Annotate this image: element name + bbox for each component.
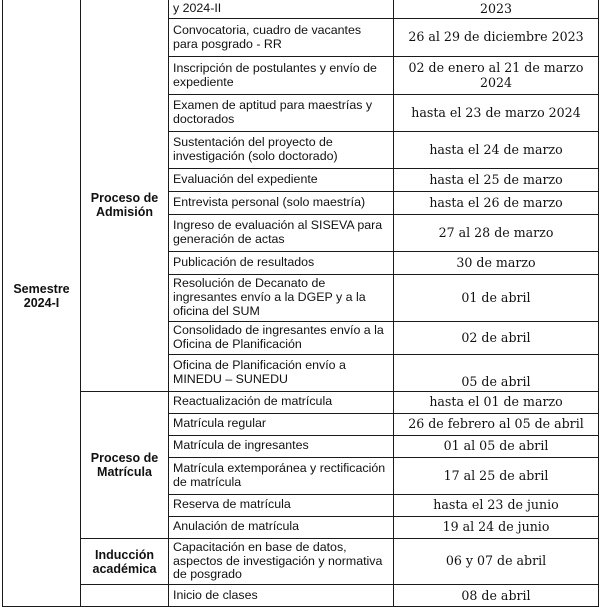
date-cell: 17 al 25 de abril [394,457,599,494]
date-cell: 01 al 05 de abril [394,435,599,457]
date-cell: 05 de abril [394,354,599,391]
activity-cell: Inscripción de postulantes y envío de expediente [169,57,394,95]
table-row [3,585,599,607]
activity-cell: Resolución de Decanato de ingresantes envío a la DGEP y a la oficina del SUM [169,275,394,322]
date-cell: 26 de febrero al 05 de abril [394,413,599,435]
group-cell-bottom [81,585,169,607]
date-cell: 06 y 07 de abril [394,538,599,585]
date-cell: hasta el 23 de marzo 2024 [394,95,599,132]
table-row [3,0,599,19]
activity-cell: Matrícula extemporánea y rectificación de matrícula [169,457,394,494]
group-induccion: Inducción académica [81,538,169,585]
date-cell: hasta el 01 de marzo [394,391,599,413]
activity-cell: Publicación de resultados [169,252,394,275]
activity-cell: Evaluación del expediente [169,169,394,192]
group-matricula: Proceso de Matrícula [81,391,169,538]
semester-label: Semestre 2024-I [3,0,81,607]
date-cell: 19 al 24 de junio [394,516,599,538]
date-cell: hasta el 26 de marzo [394,192,599,215]
activity-cell: Convocatoria, cuadro de vacantes para posgrado - RR [169,19,394,57]
academic-calendar-table [2,0,599,607]
activity-cell: Oficina de Planificación envío a MINEDU – SUNEDU [169,354,394,391]
date-cell: 27 al 28 de marzo [394,215,599,252]
date-cell: 08 de abril [394,585,599,607]
date-cell: hasta el 23 de junio [394,494,599,516]
activity-cell: Entrevista personal (solo maestría) [169,192,394,215]
activity-cell: Examen de aptitud para maestrías y doctorados [169,95,394,132]
activity-cell: Matrícula regular [169,413,394,435]
date-cell: 26 al 29 de diciembre 2023 [394,19,599,57]
activity-cell: Matrícula de ingresantes [169,435,394,457]
activity-cell: Reserva de matrícula [169,494,394,516]
date-cell: 2023 [394,0,599,19]
date-cell: hasta el 24 de marzo [394,132,599,169]
date-cell: hasta el 25 de marzo [394,169,599,192]
activity-cell: Anulación de matrícula [169,516,394,538]
activity-cell: y 2024-II [169,0,394,19]
activity-cell: Ingreso de evaluación al SISEVA para generación de actas [169,215,394,252]
table-row [3,391,599,413]
date-cell: 01 de abril [394,275,599,322]
activity-cell: Consolidado de ingresantes envío a la Oficina de Planificación [169,321,394,354]
activity-cell: Sustentación del proyecto de investigación (solo doctorado) [169,132,394,169]
table-row [3,19,599,57]
group-admision: Proceso de Admisión [81,19,169,392]
date-cell: 30 de marzo [394,252,599,275]
table-row [3,538,599,585]
date-cell: 02 de enero al 21 de marzo 2024 [394,57,599,95]
activity-cell: Inicio de clases [169,585,394,607]
date-cell: 02 de abril [394,321,599,354]
activity-cell: Reactualización de matrícula [169,391,394,413]
group-cell-top [81,0,169,19]
activity-cell: Capacitación en base de datos, aspectos de investigación y normativa de posgrado [169,538,394,585]
